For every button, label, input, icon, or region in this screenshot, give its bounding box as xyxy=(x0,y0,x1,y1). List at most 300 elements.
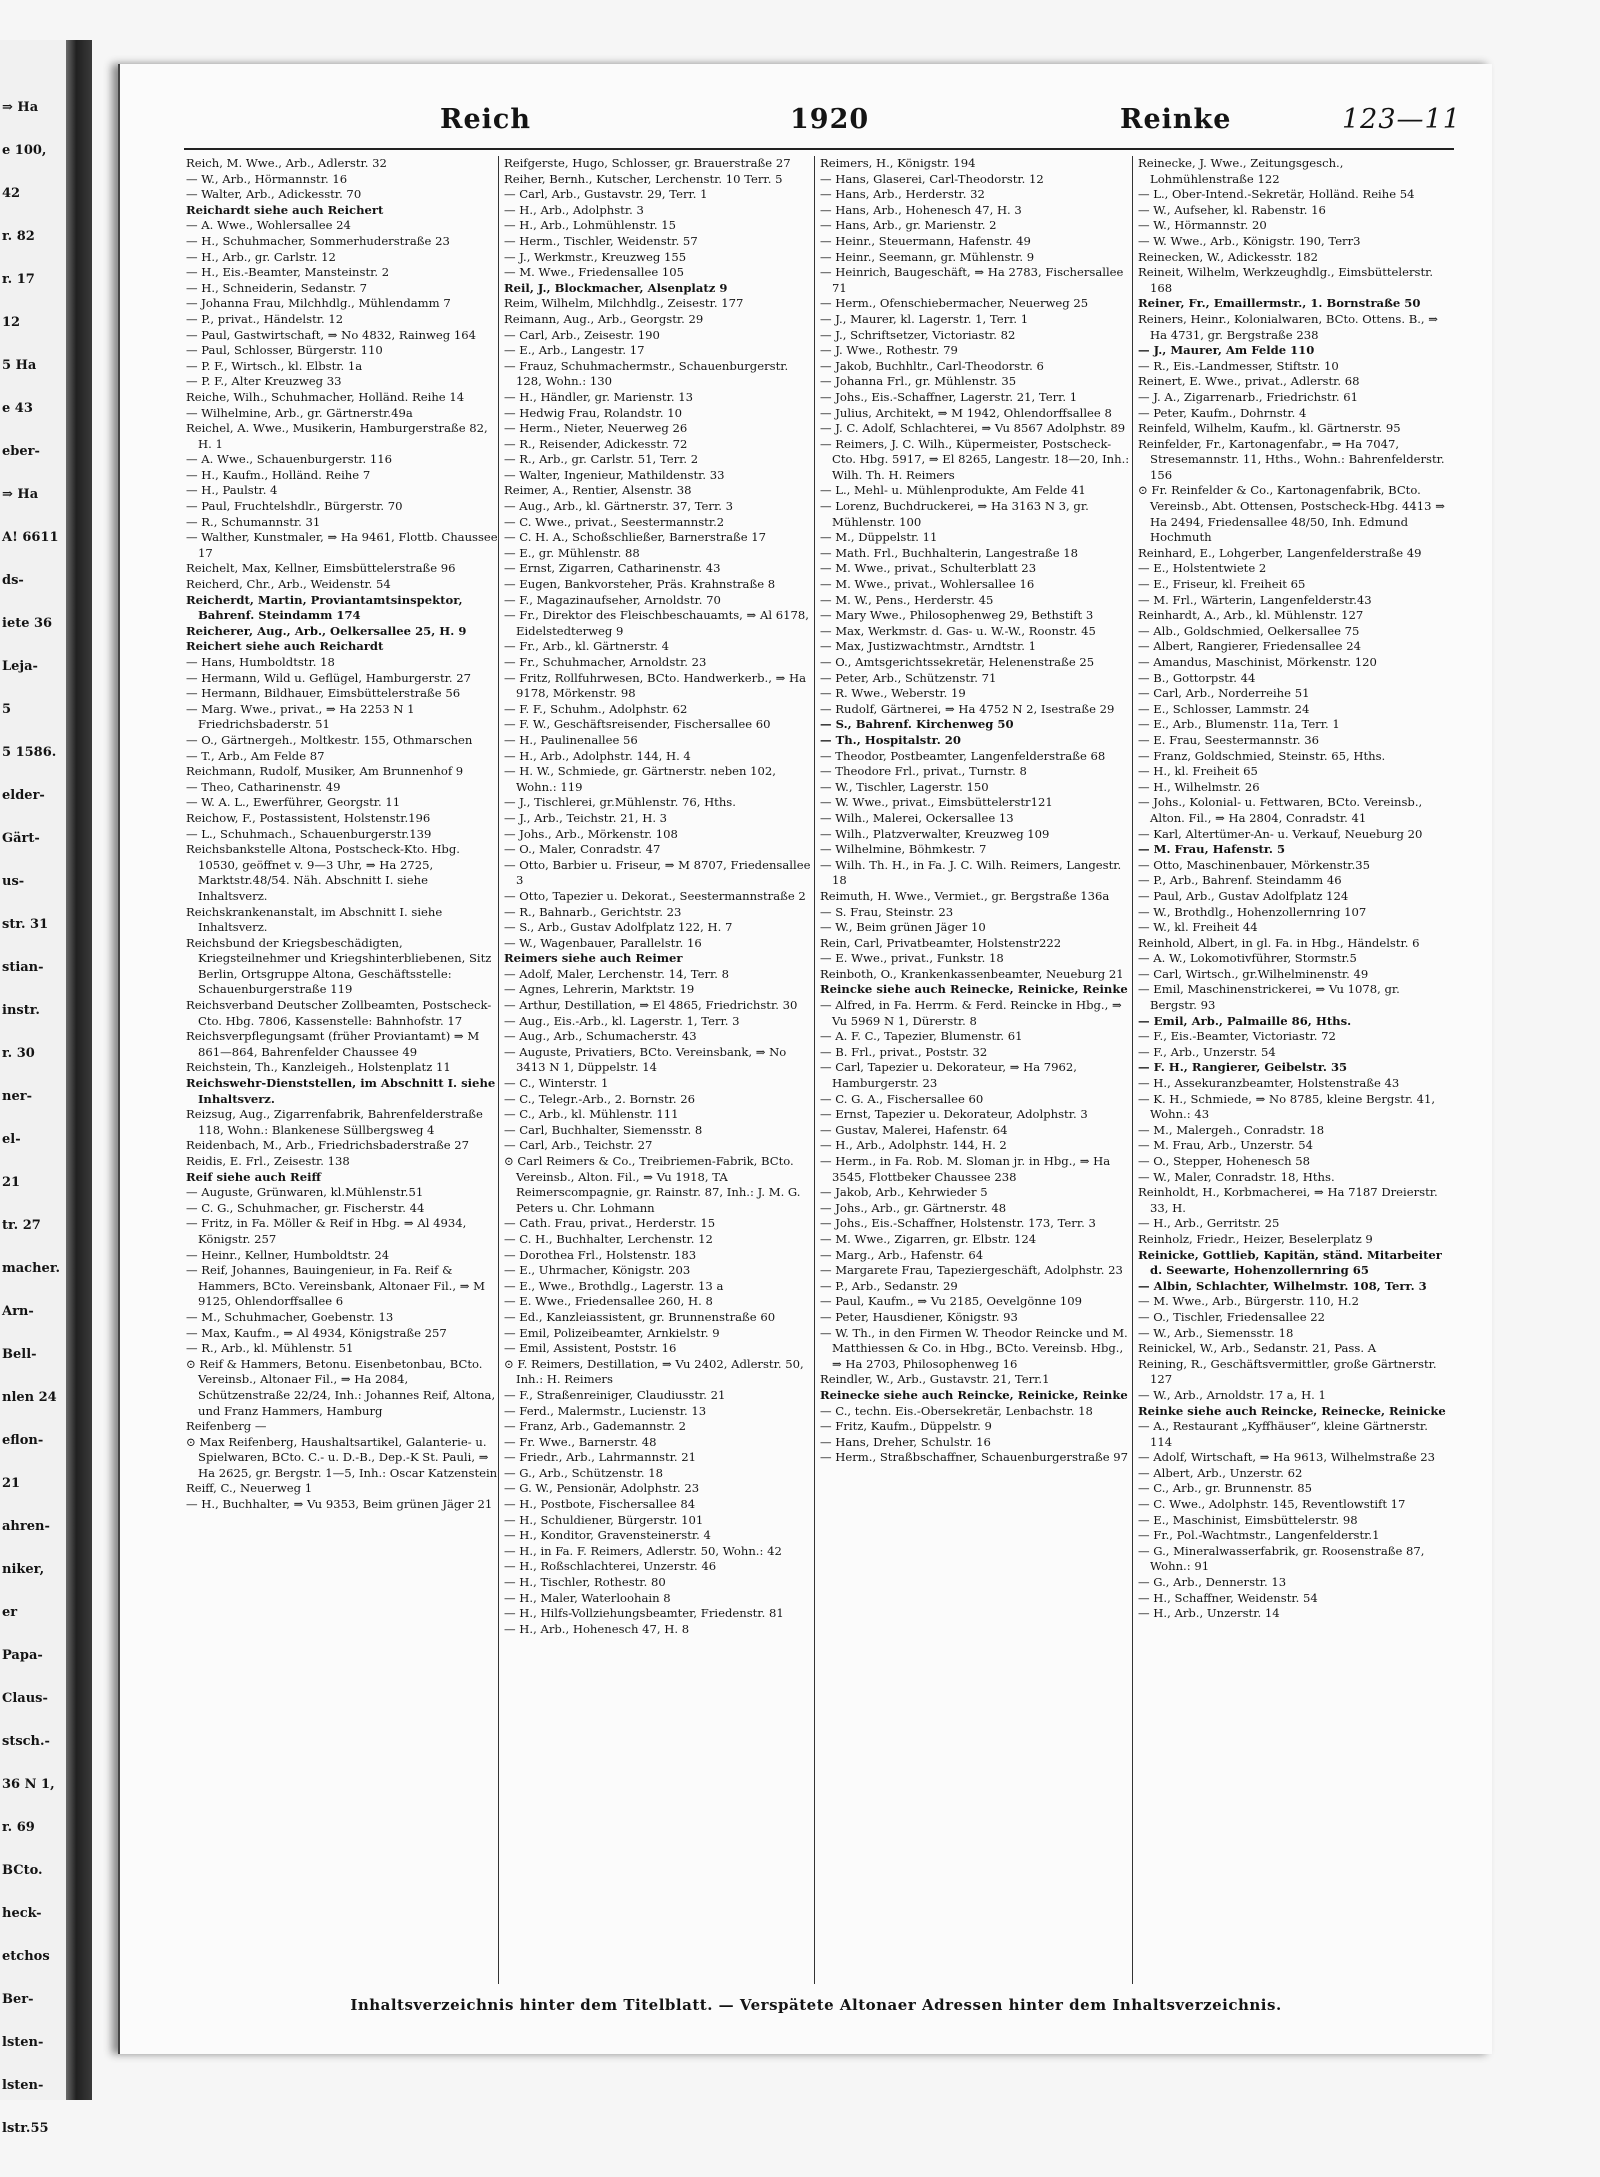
directory-entry: — Reif, Johannes, Bauingenieur, in Fa. Reif & Hammers, BCto. Vereinsbank, Altonaer Fil., ⇒ M 9125, Ohlendorffsallee 6 xyxy=(186,1263,486,1309)
directory-entry: — Hans, Humboldtstr. 18 xyxy=(186,655,335,669)
directory-entry: — Johs., Arb., gr. Gärtnerstr. 48 xyxy=(820,1200,1007,1215)
directory-entry: — Carl, Arb., Teichstr. 27 xyxy=(504,1138,653,1153)
directory-entry: — Johs., Eis.-Schaffner, Holstenstr. 173, Terr. 3 xyxy=(820,1216,1096,1231)
directory-entry: ⊙ F. Reimers, Destillation, ⇒ Vu 2402, Adlerstr. 50, Inh.: H. Reimers xyxy=(504,1356,804,1387)
directory-entry: — Fr., Schuhmacher, Arnoldstr. 23 xyxy=(504,655,707,669)
directory-entry: — H., Tischler, Rothestr. 80 xyxy=(504,1575,666,1590)
directory-entry: Reinicke, Gottlieb, Kapitän, ständ. Mitarbeiter d. Seewarte, Hohenzollernring 65 xyxy=(1138,1247,1442,1278)
directory-entry: Reichstein, Th., Kanzleigeh., Holstenplatz 11 xyxy=(186,1060,451,1075)
directory-entry: Reichardt siehe auch Reichert xyxy=(186,202,384,217)
directory-entry: — Reimers, J. C. Wilh., Küpermeister, Postscheck-Cto. Hbg. 5917, ⇒ El 8265, Langestr. 18—20, Inh.: Wilh. Th. H. Reimers xyxy=(820,436,1130,482)
directory-entry: — Wilh., Malerei, Ockersallee 13 xyxy=(820,810,1014,825)
directory-entry: Reinhardt, A., Arb., kl. Mühlenstr. 127 xyxy=(1138,608,1364,623)
header-last-name: Reinke xyxy=(1120,104,1232,135)
left-page-fragment: 21 xyxy=(2,1476,21,1491)
directory-entry: Reinholdt, H., Korbmacherei, ⇒ Ha 7187 Dreierstr. 33, H. xyxy=(1138,1185,1438,1215)
directory-entry: — H., Roßschlachterei, Unzerstr. 46 xyxy=(504,1559,717,1574)
directory-entry: Reineit, Wilhelm, Werkzeughdlg., Eimsbüttelerstr. 168 xyxy=(1138,265,1434,295)
directory-entry: Reinke siehe auch Reincke, Reinecke, Reinicke xyxy=(1138,1403,1446,1418)
running-header xyxy=(120,104,1492,144)
directory-entry: — Walther, Kunstmaler, ⇒ Ha 9461, Flottb. Chaussee 17 xyxy=(186,530,498,560)
directory-column-4 xyxy=(1138,156,1450,1984)
directory-entry: Reiff, C., Neuerweg 1 xyxy=(186,1481,313,1496)
directory-entry: — J. A., Zigarrenarb., Friedrichstr. 61 xyxy=(1138,389,1359,404)
directory-entry: — W., Maler, Conradstr. 18, Hths. xyxy=(1138,1169,1335,1184)
directory-entry: — C., Winterstr. 1 xyxy=(504,1076,609,1091)
directory-entry: — Walter, Ingenieur, Mathildenstr. 33 xyxy=(504,467,725,482)
directory-entry: — Ernst, Tapezier u. Dekorateur, Adolphstr. 3 xyxy=(820,1107,1088,1122)
directory-entry: — Fritz, in Fa. Möller & Reif in Hbg. ⇒ Al 4934, Königstr. 257 xyxy=(186,1216,467,1246)
directory-entry: — H., Arb., Unzerstr. 14 xyxy=(1138,1606,1280,1621)
directory-entry: — E., gr. Mühlenstr. 88 xyxy=(504,545,640,560)
directory-entry: — Paul, Arb., Gustav Adolfplatz 124 xyxy=(1138,888,1349,903)
directory-entry: — H., Schaffner, Weidenstr. 54 xyxy=(1138,1590,1318,1605)
directory-entry: — H., Konditor, Gravensteinerstr. 4 xyxy=(504,1528,711,1543)
directory-entry: — W., Beim grünen Jäger 10 xyxy=(820,920,986,935)
directory-entry: — Albert, Rangierer, Friedensallee 24 xyxy=(1138,639,1361,654)
directory-entry: — R., Bahnarb., Gerichtstr. 23 xyxy=(504,904,682,919)
directory-entry: — E., Maschinist, Eimsbüttelerstr. 98 xyxy=(1138,1512,1358,1527)
directory-entry: — H., Kaufm., Holländ. Reihe 7 xyxy=(186,467,371,482)
directory-entry: Reinecke siehe auch Reincke, Reinicke, Reinke xyxy=(820,1387,1128,1402)
directory-entry: — Franz, Arb., Gademannstr. 2 xyxy=(504,1419,687,1434)
directory-entry: — O., Tischler, Friedensallee 22 xyxy=(1138,1309,1326,1324)
directory-entry: — Hermann, Wild u. Geflügel, Hamburgerstr. 27 xyxy=(186,670,472,685)
directory-entry: — F., Eis.-Beamter, Victoriastr. 72 xyxy=(1138,1029,1336,1044)
directory-entry: — J., Werkmstr., Kreuzweg 155 xyxy=(504,249,687,264)
directory-entry: — H., Paulinenallee 56 xyxy=(504,732,638,747)
left-page-fragment: ner- xyxy=(2,1089,32,1104)
left-page-fragment: stian- xyxy=(2,960,44,975)
left-page-fragment: Leja- xyxy=(2,659,38,674)
directory-entry: — Math. Frl., Buchhalterin, Langestraße 18 xyxy=(820,545,1079,560)
directory-entry: Reichel, A. Wwe., Musikerin, Hamburgerstraße 82, H. 1 xyxy=(186,421,488,451)
left-page-fragment: ⇒ Ha xyxy=(2,487,39,502)
directory-entry: — H., Buchhalter, ⇒ Vu 9353, Beim grünen Jäger 21 xyxy=(186,1497,493,1512)
directory-entry: Reichswehr-Dienststellen, im Abschnitt I. siehe Inhaltsverz. xyxy=(186,1076,496,1106)
page-number: 123—11 xyxy=(1342,104,1461,135)
directory-entry: — Amandus, Maschinist, Mörkenstr. 120 xyxy=(1138,655,1377,669)
directory-entry: — C. Wwe., privat., Seestermannstr.2 xyxy=(504,514,725,529)
left-page-fragment: 42 xyxy=(2,186,21,201)
directory-entry: Reicherd, Chr., Arb., Weidenstr. 54 xyxy=(186,577,391,592)
directory-entry: — Hedwig Frau, Rolandstr. 10 xyxy=(504,405,682,420)
left-page-fragment: BCto. xyxy=(2,1863,43,1878)
directory-entry: — E., Schlosser, Lammstr. 24 xyxy=(1138,701,1310,716)
directory-entry: — R. Wwe., Weberstr. 19 xyxy=(820,686,966,701)
directory-entry: — A. Wwe., Wohlersallee 24 xyxy=(186,218,351,233)
directory-entry: — O., Maler, Conradstr. 47 xyxy=(504,842,661,857)
left-page-fragment: 36 N 1, xyxy=(2,1777,55,1792)
directory-entry: — Heinrich, Baugeschäft, ⇒ Ha 2783, Fischersallee 71 xyxy=(820,265,1124,295)
directory-entry: — L., Ober-Intend.-Sekretär, Holländ. Reihe 54 xyxy=(1138,187,1415,202)
directory-entry: — A. F. C., Tapezier, Blumenstr. 61 xyxy=(820,1029,1023,1044)
directory-entry: — M., Malergeh., Conradstr. 18 xyxy=(1138,1122,1325,1137)
directory-entry: Reichskrankenanstalt, im Abschnitt I. siehe Inhaltsverz. xyxy=(186,904,443,935)
directory-entry: Reicherdt, Martin, Proviantamtsinspektor, Bahrenf. Steindamm 174 xyxy=(186,592,463,623)
directory-entry: Reimer, A., Rentier, Alsenstr. 38 xyxy=(504,483,692,498)
directory-entry: — F. H., Rangierer, Geibelstr. 35 xyxy=(1138,1060,1348,1075)
directory-entry: — B. Frl., privat., Poststr. 32 xyxy=(820,1044,988,1059)
directory-entry: Reich, M. Wwe., Arb., Adlerstr. 32 xyxy=(186,156,387,170)
footer-note: Inhaltsverzeichnis hinter dem Titelblatt. — Verspätete Altonaer Adressen hinter dem Inhaltsverzeichnis. xyxy=(350,1996,1282,2014)
directory-entry: — Otto, Barbier u. Friseur, ⇒ M 8707, Friedensallee 3 xyxy=(504,857,811,888)
directory-entry: — Fr. Wwe., Barnerstr. 48 xyxy=(504,1434,657,1449)
directory-entry: — Walter, Arb., Adickesstr. 70 xyxy=(186,187,362,202)
directory-entry: Reimers, H., Königstr. 194 xyxy=(820,156,976,170)
directory-entry: — Adolf, Wirtschaft, ⇒ Ha 9613, Wilhelmstraße 23 xyxy=(1138,1450,1436,1465)
directory-entry: — L., Schuhmach., Schauenburgerstr.139 xyxy=(186,826,432,841)
directory-entry: — Emil, Polizeibeamter, Arnkielstr. 9 xyxy=(504,1325,720,1340)
directory-entry: — Herm., in Fa. Rob. M. Sloman jr. in Hbg., ⇒ Ha 3545, Flottbeker Chaussee 238 xyxy=(820,1154,1111,1184)
directory-entry: — H., Arb., gr. Carlstr. 12 xyxy=(186,249,336,264)
directory-entry: — Heinr., Steuermann, Hafenstr. 49 xyxy=(820,233,1031,248)
directory-entry: — H., Schuldiener, Bürgerstr. 101 xyxy=(504,1512,704,1527)
directory-entry: — Ferd., Malermstr., Lucienstr. 13 xyxy=(504,1403,707,1418)
directory-entry: Reinholz, Friedr., Heizer, Beselerplatz 9 xyxy=(1138,1231,1373,1246)
directory-entry: — W., Arb., Siemensstr. 18 xyxy=(1138,1325,1294,1340)
directory-entry: Reinecken, W., Adickesstr. 182 xyxy=(1138,249,1318,264)
directory-entry: Reichow, F., Postassistent, Holstenstr.196 xyxy=(186,810,431,825)
column-rule xyxy=(498,156,499,1984)
directory-entry: — Fr., Pol.-Wachtmstr., Langenfelderstr.1 xyxy=(1138,1528,1380,1543)
directory-entry: — W., Aufseher, kl. Rabenstr. 16 xyxy=(1138,202,1326,217)
directory-entry: — Fr., Arb., kl. Gärtnerstr. 4 xyxy=(504,639,670,654)
directory-entry: — Carl, Wirtsch., gr.Wilhelminenstr. 49 xyxy=(1138,966,1369,981)
directory-entry: — Carl, Arb., Zeisestr. 190 xyxy=(504,327,660,342)
left-page-fragment: Arn- xyxy=(2,1304,34,1319)
directory-entry: — Max, Justizwachtmstr., Arndtstr. 1 xyxy=(820,639,1036,654)
directory-entry: Reizsug, Aug., Zigarrenfabrik, Bahrenfelderstraße 118, Wohn.: Blankenese Süllbergsweg 4 xyxy=(186,1107,483,1137)
left-page-fragment: Ber- xyxy=(2,1992,34,2007)
directory-entry: — E., Arb., Blumenstr. 11a, Terr. 1 xyxy=(1138,717,1340,732)
directory-entry: — A. Wwe., Schauenburgerstr. 116 xyxy=(186,452,393,467)
directory-entry: — O., Stepper, Hohenesch 58 xyxy=(1138,1154,1311,1168)
directory-entry: — Herm., Ofenschiebermacher, Neuerweg 25 xyxy=(820,296,1089,311)
directory-entry: — Johanna Frl., gr. Mühlenstr. 35 xyxy=(820,374,1017,389)
left-page-fragment: r. 30 xyxy=(2,1046,35,1061)
left-page-fragment: elder- xyxy=(2,788,45,803)
left-page-fragment: Bell- xyxy=(2,1347,37,1362)
directory-entry: — O., Amtsgerichtssekretär, Helenenstraße 25 xyxy=(820,655,1095,669)
directory-entry: — Alfred, in Fa. Herrm. & Ferd. Reincke in Hbg., ⇒ Vu 5969 N 1, Dürerstr. 8 xyxy=(820,998,1122,1028)
directory-entry: — J., Tischlerei, gr.Mühlenstr. 76, Hths. xyxy=(504,795,736,810)
left-page-fragment: 12 xyxy=(2,315,21,330)
directory-entry: — H., Arb., Hohenesch 47, H. 8 xyxy=(504,1621,690,1636)
directory-entry: Reinfelder, Fr., Kartonagenfabr., ⇒ Ha 7047, Stresemannstr. 11, Hths., Wohn.: Bahrenfelderstr. 156 xyxy=(1138,436,1445,482)
directory-entry: — H., Händler, gr. Marienstr. 13 xyxy=(504,389,693,404)
directory-entry: — Hans, Arb., Herderstr. 32 xyxy=(820,187,985,202)
directory-entry: Reil, J., Blockmacher, Alsenplatz 9 xyxy=(504,280,728,295)
directory-entry: — E. Wwe., Friedensallee 260, H. 8 xyxy=(504,1294,713,1309)
directory-entry: — Arthur, Destillation, ⇒ El 4865, Friedrichstr. 30 xyxy=(504,998,798,1013)
left-page-fragment: macher. xyxy=(2,1261,60,1276)
directory-entry: Reiners, Heinr., Kolonialwaren, BCto. Ottens. B., ⇒ Ha 4731, gr. Bergstraße 238 xyxy=(1138,311,1439,342)
directory-entry: Reifgerste, Hugo, Schlosser, gr. Brauerstraße 27 xyxy=(504,156,791,170)
directory-entry: — E., Holstentwiete 2 xyxy=(1138,561,1267,576)
directory-entry: — Hans, Arb., gr. Marienstr. 2 xyxy=(820,218,997,233)
directory-entry: Reinecke, J. Wwe., Zeitungsgesch., Lohmühlenstraße 122 xyxy=(1138,156,1344,186)
directory-entry: Reifenberg — xyxy=(186,1419,267,1434)
directory-entry: — H., in Fa. F. Reimers, Adlerstr. 50, Wohn.: 42 xyxy=(504,1543,782,1558)
directory-entry: Reinhold, Albert, in gl. Fa. in Hbg., Händelstr. 6 xyxy=(1138,935,1420,950)
directory-entry: — M. Wwe., privat., Wohlersallee 16 xyxy=(820,577,1035,592)
directory-entry: — Marg., Arb., Hafenstr. 64 xyxy=(820,1247,984,1262)
directory-entry: — Max, Werkmstr. d. Gas- u. W.-W., Roonstr. 45 xyxy=(820,623,1096,638)
directory-entry: — Hans, Dreher, Schulstr. 16 xyxy=(820,1434,991,1449)
directory-column-3 xyxy=(820,156,1132,1984)
directory-entry: — Ernst, Zigarren, Catharinenstr. 43 xyxy=(504,561,721,576)
directory-entry: — Carl, Arb., Gustavstr. 29, Terr. 1 xyxy=(504,187,708,202)
left-page-fragment: r. 69 xyxy=(2,1820,35,1835)
directory-entry: — Max, Kaufm., ⇒ Al 4934, Königstraße 257 xyxy=(186,1325,447,1340)
directory-entry: Reimuth, H. Wwe., Vermiet., gr. Bergstraße 136a xyxy=(820,888,1110,903)
directory-entry: — Karl, Altertümer-An- u. Verkauf, Neueburg 20 xyxy=(1138,826,1423,841)
directory-entry: — Theodore Frl., privat., Turnstr. 8 xyxy=(820,764,1027,779)
directory-entry: — Wilhelmine, Böhmkestr. 7 xyxy=(820,842,987,857)
directory-entry: ⊙ Carl Reimers & Co., Treibriemen-Fabrik, BCto. Vereinsb., Alton. Fil., ⇒ Vu 1918, TA Reimerscompagnie, gr. Rainstr. 87, Inh.: J. M. G. Peters u. Chr. Lohmann xyxy=(504,1154,801,1215)
directory-entry: — Franz, Goldschmied, Steinstr. 65, Hths. xyxy=(1138,748,1386,763)
directory-entry: Reincke siehe auch Reinecke, Reinicke, Reinke xyxy=(820,982,1128,997)
directory-entry: — S., Arb., Gustav Adolfplatz 122, H. 7 xyxy=(504,920,733,935)
directory-entry: — W. A. L., Ewerführer, Georgstr. 11 xyxy=(186,795,401,810)
previous-page-strip xyxy=(0,40,92,2136)
directory-entry: — Eugen, Bankvorsteher, Präs. Krahnstraße 8 xyxy=(504,577,776,592)
directory-entry: — Wilh. Th. H., in Fa. J. C. Wilh. Reimers, Langestr. 18 xyxy=(820,857,1122,888)
directory-entry: — H., Maler, Waterloohain 8 xyxy=(504,1590,671,1605)
directory-entry: — P., Arb., Bahrenf. Steindamm 46 xyxy=(1138,873,1342,888)
directory-entry: — Heinr., Seemann, gr. Mühlenstr. 9 xyxy=(820,249,1035,264)
directory-entry: Reinboth, O., Krankenkassenbeamter, Neueburg 21 xyxy=(820,966,1124,981)
directory-entry: — H., Eis.-Beamter, Mansteinstr. 2 xyxy=(186,265,390,280)
directory-entry: — H., Paulstr. 4 xyxy=(186,483,278,498)
left-page-fragment: etchos xyxy=(2,1949,50,1964)
left-page-fragment: el- xyxy=(2,1132,21,1147)
directory-entry: Reichmann, Rudolf, Musiker, Am Brunnenhof 9 xyxy=(186,764,464,779)
directory-entry: — W. Th., in den Firmen W. Theodor Reincke und M. Matthiessen & Co. in Hbg., BCto. Vereinsb. Hbg., ⇒ Ha 2703, Philosophenweg 16 xyxy=(820,1325,1128,1371)
left-page-fragment: nlen 24 xyxy=(2,1390,57,1405)
directory-entry: — Hermann, Bildhauer, Eimsbüttelerstraße 56 xyxy=(186,686,461,701)
directory-entry: — H., Assekuranzbeamter, Holstenstraße 43 xyxy=(1138,1076,1400,1091)
left-page-fragment: Gärt- xyxy=(2,831,40,846)
directory-entry: — W. Wwe., privat., Eimsbüttelerstr121 xyxy=(820,795,1053,810)
directory-entry: — W., Arb., Hörmannstr. 16 xyxy=(186,171,348,186)
directory-entry: — C., Arb., gr. Brunnenstr. 85 xyxy=(1138,1481,1313,1496)
directory-entry: — W., Arb., Arnoldstr. 17 a, H. 1 xyxy=(1138,1387,1326,1402)
directory-entry: — M. W., Pens., Herderstr. 45 xyxy=(820,592,994,607)
left-page-fragment: heck- xyxy=(2,1906,42,1921)
directory-entry: — Emil, Maschinenstrickerei, ⇒ Vu 1078, gr. Bergstr. 93 xyxy=(1138,982,1400,1013)
directory-entry: — Peter, Kaufm., Dohrnstr. 4 xyxy=(1138,405,1307,420)
directory-entry: — Auguste, Privatiers, BCto. Vereinsbank, ⇒ No 3413 N 1, Düppelstr. 14 xyxy=(504,1044,787,1075)
directory-entry: — J., Arb., Teichstr. 21, H. 3 xyxy=(504,810,668,825)
directory-entry: — J., Maurer, Am Felde 110 xyxy=(1138,343,1315,358)
directory-entry: — Heinr., Kellner, Humboldtstr. 24 xyxy=(186,1247,390,1262)
directory-entry: — Adolf, Maler, Lerchenstr. 14, Terr. 8 xyxy=(504,966,730,981)
directory-entry: — M., Düppelstr. 11 xyxy=(820,530,938,545)
directory-column-1 xyxy=(186,156,498,1984)
directory-entry: — W. Wwe., Arb., Königstr. 190, Terr3 xyxy=(1138,233,1361,248)
left-page-fragment: iete 36 xyxy=(2,616,53,631)
directory-entry: — C., Telegr.-Arb., 2. Bornstr. 26 xyxy=(504,1091,695,1106)
left-page-fragment: tr. 27 xyxy=(2,1218,41,1233)
directory-entry: — Jakob, Arb., Kehrwieder 5 xyxy=(820,1185,988,1200)
directory-entry: — Hans, Arb., Hohenesch 47, H. 3 xyxy=(820,202,1022,217)
directory-entry: Reimers siehe auch Reimer xyxy=(504,951,683,966)
directory-entry: — C. G., Schuhmacher, gr. Fischerstr. 44 xyxy=(186,1200,425,1215)
directory-entry: — Fr., Direktor des Fleischbeschauamts, ⇒ Al 6178, Eidelstedterweg 9 xyxy=(504,608,809,638)
directory-entry: — W., kl. Freiheit 44 xyxy=(1138,920,1258,935)
directory-entry: — Albin, Schlachter, Wilhelmstr. 108, Terr. 3 xyxy=(1138,1278,1427,1293)
directory-entry: — Alb., Goldschmied, Oelkersallee 75 xyxy=(1138,623,1360,638)
left-page-fragment: 5 xyxy=(2,702,12,717)
left-page-fragment: r. 17 xyxy=(2,272,35,287)
directory-entry: — Frauz, Schuhmachermstr., Schauenburgerstr. 128, Wohn.: 130 xyxy=(504,358,789,389)
directory-entry: — Johs., Eis.-Schaffner, Lagerstr. 21, Terr. 1 xyxy=(820,389,1078,404)
directory-entry: — C., Arb., kl. Mühlenstr. 111 xyxy=(504,1107,679,1122)
directory-entry: — C., techn. Eis.-Obersekretär, Lenbachstr. 18 xyxy=(820,1403,1093,1418)
left-page-fragment: ⇒ Ha xyxy=(2,100,39,115)
directory-entry: — T., Arb., Am Felde 87 xyxy=(186,748,325,763)
directory-entry: — Marg. Wwe., privat., ⇒ Ha 2253 N 1 Friedrichsbaderstr. 51 xyxy=(186,701,415,732)
left-page-fragment: stsch.- xyxy=(2,1734,50,1749)
directory-entry: — Cath. Frau, privat., Herderstr. 15 xyxy=(504,1216,716,1231)
directory-entry: Reichsverpflegungsamt (früher Proviantamt) ⇒ M 861—864, Bahrenfelder Chaussee 49 xyxy=(186,1029,480,1059)
directory-entry: — Johs., Kolonial- u. Fettwaren, BCto. Vereinsb., Alton. Fil., ⇒ Ha 2804, Conradstr. 41 xyxy=(1138,795,1423,825)
directory-entry: — M. Wwe., Arb., Bürgerstr. 110, H.2 xyxy=(1138,1294,1359,1309)
left-page-fragment: niker, xyxy=(2,1562,45,1577)
directory-entry: — W., Wagenbauer, Parallelstr. 16 xyxy=(504,935,702,950)
directory-entry: — A., Restaurant „Kyffhäuser“, kleine Gärtnerstr. 114 xyxy=(1138,1419,1428,1449)
directory-entry: — Rudolf, Gärtnerei, ⇒ Ha 4752 N 2, Isestraße 29 xyxy=(820,701,1115,716)
directory-entry: — G., Arb., Schützenstr. 18 xyxy=(504,1465,664,1480)
directory-entry: — W., Brothdlg., Hohenzollernring 107 xyxy=(1138,904,1367,919)
directory-entry: — C. H. A., Schoßschließer, Barnerstraße 17 xyxy=(504,530,767,545)
directory-entry: — F., Arb., Unzerstr. 54 xyxy=(1138,1044,1276,1059)
directory-entry: — H., Arb., Adolphstr. 3 xyxy=(504,202,644,217)
directory-entry: — H., Arb., Gerritstr. 25 xyxy=(1138,1216,1280,1231)
directory-entry: Reiner, Fr., Emaillermstr., 1. Bornstraße 50 xyxy=(1138,296,1421,311)
directory-entry: Reichsbund der Kriegsbeschädigten, Kriegsteilnehmer und Kriegshinterbliebenen, Sitz Berlin, Ortsgruppe Altona, Geschäftsstelle: Schauenburgerstraße 119 xyxy=(186,935,492,997)
left-page-fragment: ds- xyxy=(2,573,24,588)
directory-entry: — Aug., Eis.-Arb., kl. Lagerstr. 1, Terr. 3 xyxy=(504,1013,740,1028)
directory-entry: Reichsbankstelle Altona, Postscheck-Kto. Hbg. 10530, geöffnet v. 9—3 Uhr, ⇒ Ha 2725, Marktstr.48/54. Näh. Abschnitt I. siehe Inhaltsverz. xyxy=(186,842,460,903)
column-rule xyxy=(1132,156,1133,1984)
left-page-fragment: instr. xyxy=(2,1003,40,1018)
directory-entry: — C. H., Buchhalter, Lerchenstr. 12 xyxy=(504,1231,713,1246)
directory-entry: — S. Frau, Steinstr. 23 xyxy=(820,904,954,919)
directory-entry: — Peter, Hausdiener, Königstr. 93 xyxy=(820,1309,1018,1324)
directory-entry: — H., Hilfs-Vollziehungsbeamter, Friedenstr. 81 xyxy=(504,1606,784,1621)
directory-entry: — P., privat., Händelstr. 12 xyxy=(186,311,344,326)
directory-entry: — Peter, Arb., Schützenstr. 71 xyxy=(820,670,997,685)
directory-entry: Reidenbach, M., Arb., Friedrichsbaderstraße 27 xyxy=(186,1138,470,1153)
directory-entry: — P. F., Wirtsch., kl. Elbstr. 1a xyxy=(186,358,363,373)
directory-entry: — Johanna Frau, Milchhdlg., Mühlendamm 7 xyxy=(186,296,451,311)
directory-entry: — Th., Hospitalstr. 20 xyxy=(820,732,961,747)
directory-entry: — M. Wwe., Friedensallee 105 xyxy=(504,265,684,280)
directory-entry: Reicherer, Aug., Arb., Oelkersallee 25, H. 9 xyxy=(186,623,467,638)
directory-entry: Reif siehe auch Reiff xyxy=(186,1169,321,1184)
directory-entry: — Johs., Arb., Mörkenstr. 108 xyxy=(504,826,678,841)
directory-entry: — Julius, Architekt, ⇒ M 1942, Ohlendorffsallee 8 xyxy=(820,405,1112,420)
directory-entry: Reichsverband Deutscher Zollbeamten, Postscheck-Cto. Hbg. 7806, Kassenstelle: Bahnhofstr. 17 xyxy=(186,998,492,1028)
directory-entry: — R., Eis.-Landmesser, Stiftstr. 10 xyxy=(1138,358,1339,373)
directory-entry: — Fritz, Rollfuhrwesen, BCto. Handwerkerb., ⇒ Ha 9178, Mörkenstr. 98 xyxy=(504,670,807,701)
book-gutter xyxy=(66,40,92,2100)
directory-entry: — Wilh., Platzverwalter, Kreuzweg 109 xyxy=(820,826,1050,841)
directory-entry: — E., Uhrmacher, Königstr. 203 xyxy=(504,1263,691,1278)
directory-entry: ⊙ Reif & Hammers, Betonu. Eisenbetonbau, BCto. Vereinsb., Altonaer Fil., ⇒ Ha 2084, Schützenstraße 22/24, Inh.: Johannes Reif, Altona, und Franz Hammers, Hamburg xyxy=(186,1356,496,1418)
directory-entry: — Paul, Schlosser, Bürgerstr. 110 xyxy=(186,343,383,358)
left-page-fragment: e 43 xyxy=(2,401,33,416)
directory-entry: — E., Friseur, kl. Freiheit 65 xyxy=(1138,577,1306,592)
directory-entry: — F. W., Geschäftsreisender, Fischersallee 60 xyxy=(504,717,771,732)
left-page-fragment: str. 31 xyxy=(2,917,49,932)
directory-entry: — E. Wwe., privat., Funkstr. 18 xyxy=(820,951,1004,966)
directory-entry: — B., Gottorpstr. 44 xyxy=(1138,670,1256,685)
directory-entry: — Fritz, Kaufm., Düppelstr. 9 xyxy=(820,1419,992,1434)
directory-entry: Reiher, Bernh., Kutscher, Lerchenstr. 10 Terr. 5 xyxy=(504,171,783,186)
directory-entry: — E. Frau, Seestermannstr. 36 xyxy=(1138,732,1319,747)
directory-entry: — Margarete Frau, Tapeziergeschäft, Adolphstr. 23 xyxy=(820,1263,1123,1278)
directory-entry: — Jakob, Buchhltr., Carl-Theodorstr. 6 xyxy=(820,358,1044,373)
directory-entry: Reining, R., Geschäftsvermittler, große Gärtnerstr. 127 xyxy=(1138,1356,1437,1387)
left-page-fragment: r. 82 xyxy=(2,229,35,244)
directory-entry: — Paul, Gastwirtschaft, ⇒ No 4832, Rainweg 164 xyxy=(186,327,476,342)
directory-entry: — Lorenz, Buchdruckerei, ⇒ Ha 3163 N 3, gr. Mühlenstr. 100 xyxy=(820,499,1089,529)
directory-entry: — M. Wwe., privat., Schulterblatt 23 xyxy=(820,561,1037,576)
directory-entry: — Agnes, Lehrerin, Marktstr. 19 xyxy=(504,982,695,997)
directory-entry: — F. F., Schuhm., Adolphstr. 62 xyxy=(504,701,688,716)
directory-entry: — H., Arb., Adolphstr. 144, H. 4 xyxy=(504,748,691,763)
directory-entry: — R., Schumannstr. 31 xyxy=(186,514,321,529)
directory-entry: — F., Straßenreiniger, Claudiusstr. 21 xyxy=(504,1387,726,1402)
directory-entry: Reidis, E. Frl., Zeisestr. 138 xyxy=(186,1154,350,1168)
directory-entry: — G. W., Pensionär, Adolphstr. 23 xyxy=(504,1481,700,1496)
directory-entry: — H., kl. Freiheit 65 xyxy=(1138,764,1258,779)
left-page-fragment: eber- xyxy=(2,444,40,459)
directory-entry: — Aug., Arb., kl. Gärtnerstr. 37, Terr. 3 xyxy=(504,499,733,514)
directory-column-2 xyxy=(504,156,816,1984)
directory-entry: — H., Postbote, Fischersallee 84 xyxy=(504,1497,696,1512)
directory-entry: — G., Mineralwasserfabrik, gr. Roosenstraße 87, Wohn.: 91 xyxy=(1138,1543,1425,1574)
directory-entry: — M., Schuhmacher, Goebenstr. 13 xyxy=(186,1309,394,1324)
header-first-name: Reich xyxy=(440,104,531,135)
directory-entry: Reinickel, W., Arb., Sedanstr. 21, Pass. A xyxy=(1138,1341,1377,1356)
left-page-fragment: 5 Ha xyxy=(2,358,37,373)
directory-entry: — C. G. A., Fischersallee 60 xyxy=(820,1091,984,1106)
directory-entry: Reindler, W., Arb., Gustavstr. 21, Terr.1 xyxy=(820,1372,1050,1387)
directory-entry: — P., Arb., Sedanstr. 29 xyxy=(820,1278,958,1293)
directory-page xyxy=(118,64,1492,2054)
directory-entry: Reinert, E. Wwe., privat., Adlerstr. 68 xyxy=(1138,374,1360,389)
directory-entry: Reiche, Wilh., Schuhmacher, Holländ. Reihe 14 xyxy=(186,389,465,404)
directory-entry: — E., Arb., Langestr. 17 xyxy=(504,343,645,358)
left-page-fragment: 5 1586. xyxy=(2,745,57,760)
directory-entry: — W., Tischler, Lagerstr. 150 xyxy=(820,779,989,794)
left-page-fragment: e 100, xyxy=(2,143,47,158)
directory-entry: — M. Frl., Wärterin, Langenfelderstr.43 xyxy=(1138,592,1372,607)
left-page-fragment: eflon- xyxy=(2,1433,44,1448)
directory-entry: Reim, Wilhelm, Milchhdlg., Zeisestr. 177 xyxy=(504,296,744,311)
directory-entry: ⊙ Max Reifenberg, Haushaltsartikel, Galanterie- u. Spielwaren, BCto. C.- u. D.-B., Dep.-K St. Pauli, ⇒ Ha 2625, gr. Bergstr. 1—5, Inh.: Oscar Katzenstein xyxy=(186,1434,498,1480)
directory-entry: — Herm., Tischler, Weidenstr. 57 xyxy=(504,233,698,248)
left-page-fragment: lstr.55 xyxy=(2,2121,49,2136)
directory-entry: — Herm., Straßbschaffner, Schauenburgerstraße 97 xyxy=(820,1450,1129,1465)
directory-entry: — H., Wilhelmstr. 26 xyxy=(1138,779,1260,794)
left-page-fragment: Papa- xyxy=(2,1648,43,1663)
